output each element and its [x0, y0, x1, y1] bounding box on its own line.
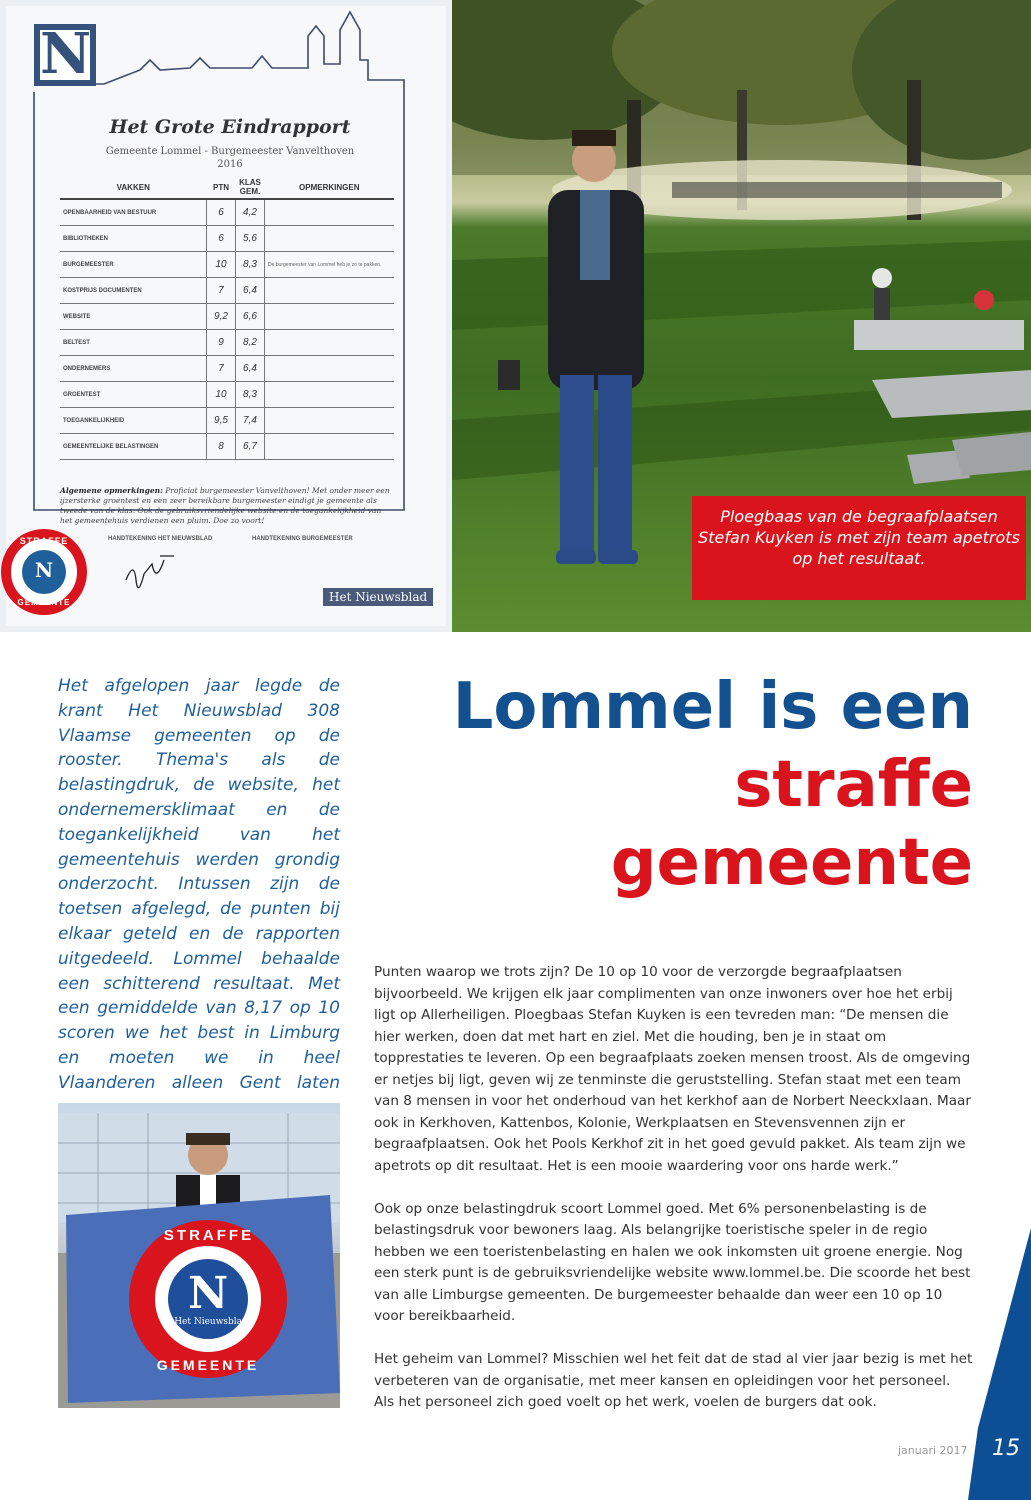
row-avg: 5,6 — [236, 226, 265, 252]
article-body — [374, 962, 974, 1435]
table-row — [60, 356, 394, 382]
body-paragraph: Het geheim van Lommel? Misschien wel het feit dat de stad al vier jaar bezig is met het verbeteren van de organisatie, met meer kansen en opleidingen voor het personeel. Als het personeel zich goed voelt op het werk, voelen de burgers dat ook. — [374, 1351, 973, 1410]
stamp-letter: N — [34, 558, 54, 582]
row-avg: 8,3 — [236, 252, 265, 278]
row-avg: 7,4 — [236, 408, 265, 434]
row-points: 9,2 — [207, 304, 236, 330]
row-subject: GROENTEST — [60, 382, 207, 408]
header-remarks: OPMERKINGEN — [265, 176, 395, 199]
row-remark — [265, 330, 395, 356]
row-points: 7 — [207, 356, 236, 382]
table-row — [60, 382, 394, 408]
brand-label: Het Nieuwsblad — [323, 588, 433, 606]
signature-label-newspaper: HANDTEKENING HET NIEUWSBLAD — [108, 536, 213, 542]
report-card-photo — [0, 0, 452, 632]
row-avg: 8,3 — [236, 382, 265, 408]
row-remark — [265, 356, 395, 382]
row-remark — [265, 408, 395, 434]
row-subject: GEMEENTELIJKE BELASTINGEN — [60, 434, 207, 460]
row-remark — [265, 304, 395, 330]
page-number: 15 — [992, 1436, 1020, 1461]
row-subject: ONDERNEMERS — [60, 356, 207, 382]
table-row — [60, 330, 394, 356]
table-row — [60, 304, 394, 330]
table-row — [60, 199, 394, 226]
row-subject: BELTEST — [60, 330, 207, 356]
row-points: 6 — [207, 226, 236, 252]
flag-bottom-text: GEMEENTE — [156, 1357, 260, 1373]
header-points: PTN — [207, 176, 236, 199]
row-points: 10 — [207, 382, 236, 408]
flag-top-text: STRAFFE — [163, 1227, 255, 1244]
stamp-top-text: STRAFFE — [19, 536, 69, 546]
headline-line-3: gemeente — [610, 826, 973, 900]
remarks-text: Proficiat burgemeester Vanvelthoven! Met onder meer een ijzersterke groentest en een zeer bereikbare burgemeester eindigt je gemeente als tweede van de klas. Ook de gebruiksvriendelijke website en de toegankelijkheid van het gemeentehuis verdienen een pluim. Doe zo voort! — [60, 486, 390, 525]
stamp-bottom-text: GEMEENTE — [17, 598, 71, 607]
row-subject: WEBSITE — [60, 304, 207, 330]
body-paragraph: Punten waarop we trots zijn? De 10 op 10 voor de verzorgde begraafplaatsen bijvoorbeeld. We krijgen elk jaar complimenten van onze inwoners over hoe het erbij ligt op Allerheiligen. Ploegbaas Stefan Kuyken is een tevreden man: “De mensen die hier werken, doen dat met hart en ziel. Met die houding, ben je in staat om topprestaties te leveren. Op een begraafplaats zoeken mensen troost. Als de omgeving er netjes bij ligt, geven wij ze tenminste die geruststelling. Stefan staat met een team van 8 mensen in voor het onderhoud van het kerkhof aan de Norbert Neeckxlaan. Maar ook in Kerkhoven, Kattenbos, Kolonie, Werkplaatsen en Stevensvennen zijn er begraafplaatsen. Ook het Pools Kerkhof zit in het goed gevuld pakket. Als team zijn we apetrots op dit resultaat. Het is een mooie waardering voor ons harde werk.” — [374, 964, 971, 1174]
row-remark — [265, 278, 395, 304]
table-row — [60, 226, 394, 252]
table-row — [60, 434, 394, 460]
grades-header-row — [60, 176, 394, 199]
intro-paragraph: Het afgelopen jaar legde de krant Het Nieuwsblad 308 Vlaamse gemeenten op de rooster. Thema's als de belastingdruk, de website, het ondernemersklimaat en de toegankelijkheid van het gemeentehuis werden grondig onderzocht. Intussen zijn de toetsen afgelegd, de punten bij elkaar geteld en de rapporten uitgedeeld. Lommel behaalde een schitterend resultaat. Met een gemiddelde van 8,17 op 10 scoren we het best in Limburg en moeten we in heel Vlaanderen alleen Gent laten — [58, 676, 340, 1093]
row-remark — [265, 382, 395, 408]
row-subject: BIBLIOTHEKEN — [60, 226, 207, 252]
flag-letter: N — [188, 1268, 229, 1319]
header-class-avg: KLAS GEM. — [236, 176, 265, 199]
header-subject: VAKKEN — [60, 176, 207, 199]
row-points: 6 — [207, 199, 236, 226]
row-subject: BURGEMEESTER — [60, 252, 207, 278]
row-points: 8 — [207, 434, 236, 460]
table-row — [60, 408, 394, 434]
report-title: Het Grote Eindrapport — [109, 116, 351, 138]
flag-photo — [58, 1103, 340, 1408]
row-avg: 6,4 — [236, 278, 265, 304]
footer-date: januari 2017 — [898, 1444, 968, 1457]
row-subject: OPENBAARHEID VAN BESTUUR — [60, 199, 207, 226]
row-points: 7 — [207, 278, 236, 304]
remarks-label: Algemene opmerkingen: — [60, 486, 163, 495]
flag-brand: Het Nieuwsblad — [174, 1317, 248, 1327]
signature-label-mayor: HANDTEKENING BURGEMEESTER — [252, 536, 353, 542]
body-paragraph: Ook op onze belastingdruk scoort Lommel goed. Met 6% personenbelasting is de belastingsdruk voor bewoners laag. Als belangrijke toeristische speler in de regio hebben we een toeristenbelasting en halen we ook inkomsten uit groene energie. Nog een sterk punt is de gebruiksvriendelijke website www.lommel.be. Die scoorde het best van alle Limburgse gemeenten. De burgemeester behaalde dan weer een 10 op 10 voor bereikbaarheid. — [374, 1200, 971, 1324]
row-points: 9 — [207, 330, 236, 356]
row-points: 9,5 — [207, 408, 236, 434]
row-remark — [265, 434, 395, 460]
row-avg: 6,4 — [236, 356, 265, 382]
row-avg: 8,2 — [236, 330, 265, 356]
headline-line-1: Lommel is een — [452, 670, 973, 744]
row-subject: TOEGANKELIJKHEID — [60, 408, 207, 434]
photo-caption: Ploegbaas van de begraafplaatsen Stefan Kuyken is met zijn team apetrots op het resultaat. — [692, 496, 1026, 600]
report-remarks — [60, 486, 394, 526]
row-remark: De burgemeester van Lommel heb je zo te pakken. — [265, 252, 395, 278]
row-avg: 4,2 — [236, 199, 265, 226]
grades-table — [60, 176, 394, 460]
headline — [453, 668, 973, 902]
headline-line-2: straffe — [734, 748, 973, 822]
row-remark — [265, 199, 395, 226]
row-remark — [265, 226, 395, 252]
logo-letter: N — [40, 21, 92, 87]
row-avg: 6,6 — [236, 304, 265, 330]
row-avg: 6,7 — [236, 434, 265, 460]
row-subject: KOSTPRIJS DOCUMENTEN — [60, 278, 207, 304]
row-points: 10 — [207, 252, 236, 278]
table-row — [60, 278, 394, 304]
report-municipality: Gemeente Lommel - Burgemeester Vanvelthoven — [105, 146, 355, 157]
report-subtitle — [60, 145, 400, 171]
report-year: 2016 — [217, 159, 243, 170]
table-row — [60, 252, 394, 278]
